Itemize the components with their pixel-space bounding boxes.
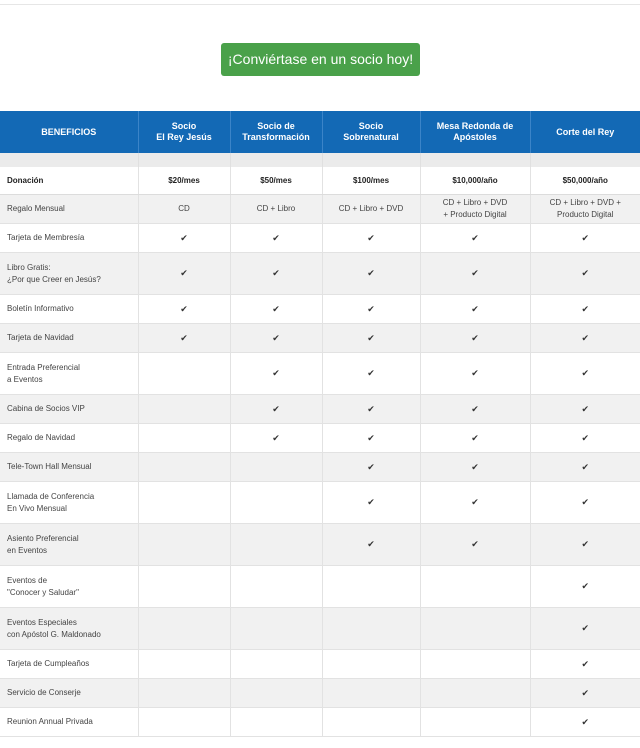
benefits-table — [0, 111, 640, 737]
benefit-label — [0, 608, 138, 650]
checkmark-icon: ✔ — [581, 658, 590, 669]
empty-cell — [230, 708, 322, 737]
text-line: Regalo de Navidad — [7, 433, 76, 442]
benefit-cell — [322, 424, 420, 453]
empty-cell — [230, 524, 322, 566]
text-line: Regalo Mensual — [7, 204, 65, 213]
checkmark-icon: ✔ — [581, 332, 590, 343]
benefit-cell — [420, 524, 530, 566]
checkmark-icon: ✔ — [180, 268, 188, 278]
checkmark-icon: ✔ — [471, 332, 479, 343]
text-line: CD + Libro + DVD + — [549, 198, 621, 207]
benefit-label — [0, 395, 138, 424]
checkmark-icon: ✔ — [471, 232, 479, 243]
checkmark-icon: ✔ — [471, 268, 479, 278]
text-line: Eventos de — [7, 575, 48, 585]
checkmark-icon: ✔ — [581, 303, 590, 314]
benefit-cell — [530, 395, 640, 424]
checkmark-icon: ✔ — [367, 497, 375, 507]
table-row — [0, 353, 640, 395]
checkmark-icon: ✔ — [272, 232, 280, 243]
header-benefits — [0, 111, 138, 153]
checkmark-icon: ✔ — [581, 268, 590, 278]
benefit-label — [0, 195, 138, 224]
empty-cell — [230, 608, 322, 650]
benefit-label — [0, 253, 138, 295]
text-line: Tele-Town Hall Mensual — [7, 462, 92, 471]
benefit-cell — [420, 295, 530, 324]
benefit-label — [0, 708, 138, 737]
benefit-cell — [322, 295, 420, 324]
empty-cell — [420, 608, 530, 650]
text-line: Tarjeta de Membresía — [7, 233, 85, 242]
header-tier — [530, 111, 640, 153]
checkmark-icon: ✔ — [581, 716, 590, 727]
checkmark-icon: ✔ — [272, 303, 280, 314]
checkmark-icon: ✔ — [367, 403, 375, 414]
empty-cell — [322, 566, 420, 608]
spacer-cell — [0, 153, 138, 167]
empty-cell — [322, 679, 420, 708]
checkmark-icon: ✔ — [581, 497, 590, 507]
text-line: Reunion Annual Privada — [7, 717, 93, 726]
table-row — [0, 224, 640, 253]
table-header-row — [0, 111, 640, 153]
benefit-cell — [322, 524, 420, 566]
empty-cell — [230, 453, 322, 482]
benefit-cell — [530, 195, 640, 224]
checkmark-icon: ✔ — [471, 461, 479, 472]
benefit-cell — [230, 424, 322, 453]
text-line: Servicio de Conserje — [7, 688, 81, 697]
table-row — [0, 253, 640, 295]
table-row — [0, 708, 640, 737]
benefit-cell — [138, 295, 230, 324]
benefit-label — [0, 650, 138, 679]
checkmark-icon: ✔ — [272, 368, 280, 378]
text-line: Tarjeta de Cumpleaños — [7, 659, 90, 668]
benefit-cell — [230, 324, 322, 353]
text-line: en Eventos — [7, 545, 48, 555]
donation-label: Donación — [0, 167, 138, 195]
text-line: Cabina de Socios VIP — [7, 404, 85, 413]
spacer-cell — [420, 153, 530, 167]
spacer-cell — [230, 153, 322, 167]
benefit-cell — [530, 482, 640, 524]
checkmark-icon: ✔ — [272, 403, 280, 414]
benefit-cell — [530, 453, 640, 482]
table-row — [0, 424, 640, 453]
checkmark-icon: ✔ — [471, 539, 479, 549]
empty-cell — [420, 566, 530, 608]
donation-amount: $20/mes — [138, 167, 230, 195]
checkmark-icon: ✔ — [581, 432, 590, 443]
text-line: Boletín Informativo — [7, 304, 74, 313]
checkmark-icon: ✔ — [367, 432, 375, 443]
spacer-cell — [138, 153, 230, 167]
table-row — [0, 295, 640, 324]
benefit-cell — [322, 195, 420, 224]
benefit-cell — [322, 224, 420, 253]
benefit-cell — [420, 424, 530, 453]
benefit-cell — [230, 253, 322, 295]
text-line: "Conocer y Saludar" — [7, 587, 79, 597]
empty-cell — [230, 566, 322, 608]
checkmark-icon: ✔ — [581, 368, 590, 378]
benefit-label — [0, 679, 138, 708]
benefit-cell — [420, 482, 530, 524]
benefit-cell — [138, 253, 230, 295]
text-line: CD + Libro + DVD — [442, 198, 508, 207]
benefit-cell — [530, 224, 640, 253]
benefit-cell — [530, 679, 640, 708]
benefit-cell — [530, 424, 640, 453]
empty-cell — [420, 708, 530, 737]
checkmark-icon: ✔ — [581, 687, 590, 698]
benefit-label — [0, 566, 138, 608]
text-line: Libro Gratis: — [7, 262, 51, 272]
benefit-label — [0, 453, 138, 482]
benefit-cell — [138, 324, 230, 353]
spacer-cell — [322, 153, 420, 167]
donation-amount: $10,000/año — [420, 167, 530, 195]
text-line: Socio — [171, 121, 197, 131]
benefit-cell — [230, 353, 322, 395]
become-partner-button[interactable]: ¡Conviértase en un socio hoy! — [221, 43, 420, 76]
text-line: Asiento Preferencial — [7, 533, 79, 543]
text-line: ¿Por que Creer en Jesús? — [7, 274, 101, 284]
checkmark-icon: ✔ — [471, 403, 479, 414]
spacer-cell — [530, 153, 640, 167]
empty-cell — [138, 395, 230, 424]
benefit-label — [0, 324, 138, 353]
benefit-label — [0, 295, 138, 324]
table-row — [0, 453, 640, 482]
donation-amount: $100/mes — [322, 167, 420, 195]
benefit-cell — [322, 482, 420, 524]
benefit-label — [0, 524, 138, 566]
text-line: Entrada Preferencial — [7, 362, 80, 372]
donation-amount: $50,000/año — [530, 167, 640, 195]
donation-amount: $50/mes — [230, 167, 322, 195]
benefit-cell — [530, 253, 640, 295]
benefit-cell — [230, 395, 322, 424]
table-row — [0, 482, 640, 524]
benefit-label — [0, 224, 138, 253]
checkmark-icon: ✔ — [471, 497, 479, 507]
checkmark-icon: ✔ — [471, 303, 479, 314]
benefit-cell — [530, 708, 640, 737]
checkmark-icon: ✔ — [367, 268, 375, 278]
text-line: a Eventos — [7, 374, 43, 384]
checkmark-icon: ✔ — [471, 368, 479, 378]
empty-cell — [322, 608, 420, 650]
text-line: Socio de — [257, 121, 295, 131]
empty-cell — [138, 524, 230, 566]
benefit-cell — [420, 195, 530, 224]
table-row — [0, 608, 640, 650]
checkmark-icon: ✔ — [367, 303, 375, 314]
benefit-cell — [530, 295, 640, 324]
benefit-cell — [322, 453, 420, 482]
text-line: El Rey Jesús — [156, 132, 212, 142]
checkmark-icon: ✔ — [367, 461, 375, 472]
checkmark-icon: ✔ — [367, 332, 375, 343]
checkmark-icon: ✔ — [581, 581, 590, 591]
header-tier — [138, 111, 230, 153]
donation-row — [0, 167, 640, 195]
benefit-cell — [420, 253, 530, 295]
benefit-cell — [230, 195, 322, 224]
table-row — [0, 679, 640, 708]
text-line: CD + Libro — [256, 204, 296, 213]
empty-cell — [138, 566, 230, 608]
benefit-cell — [322, 353, 420, 395]
empty-cell — [138, 650, 230, 679]
header-tier — [420, 111, 530, 153]
empty-cell — [322, 708, 420, 737]
benefit-cell — [530, 650, 640, 679]
checkmark-icon: ✔ — [581, 539, 590, 549]
text-line: Apóstoles — [453, 132, 497, 142]
table-row — [0, 524, 640, 566]
text-line: En Vivo Mensual — [7, 503, 67, 513]
benefit-cell — [420, 224, 530, 253]
checkmark-icon: ✔ — [471, 432, 479, 443]
text-line: con Apóstol G. Maldonado — [7, 629, 101, 639]
benefit-label — [0, 424, 138, 453]
checkmark-icon: ✔ — [581, 232, 590, 243]
empty-cell — [138, 608, 230, 650]
checkmark-icon: ✔ — [581, 403, 590, 414]
text-line: Transformación — [242, 132, 310, 142]
empty-cell — [138, 424, 230, 453]
benefit-cell — [230, 295, 322, 324]
benefit-cell — [530, 324, 640, 353]
checkmark-icon: ✔ — [272, 332, 280, 343]
benefit-cell — [138, 195, 230, 224]
table-row — [0, 650, 640, 679]
empty-cell — [230, 482, 322, 524]
benefit-cell — [420, 353, 530, 395]
benefit-cell — [322, 253, 420, 295]
text-line: + Producto Digital — [443, 210, 507, 219]
empty-cell — [138, 353, 230, 395]
text-line: Sobrenatural — [343, 132, 399, 142]
benefit-cell — [138, 224, 230, 253]
table-spacer-row — [0, 153, 640, 167]
text-line: Socio — [358, 121, 384, 131]
checkmark-icon: ✔ — [367, 539, 375, 549]
empty-cell — [322, 650, 420, 679]
text-line: CD — [178, 204, 190, 213]
checkmark-icon: ✔ — [180, 303, 188, 314]
header-tier — [230, 111, 322, 153]
benefit-cell — [230, 224, 322, 253]
benefit-cell — [530, 524, 640, 566]
checkmark-icon: ✔ — [180, 232, 188, 243]
empty-cell — [138, 708, 230, 737]
empty-cell — [230, 650, 322, 679]
checkmark-icon: ✔ — [272, 268, 280, 278]
text-line: CD + Libro + DVD — [338, 204, 404, 213]
table-row — [0, 195, 640, 224]
text-line: Llamada de Conferencia — [7, 491, 95, 501]
empty-cell — [138, 679, 230, 708]
benefit-cell — [322, 395, 420, 424]
text-line: Tarjeta de Navidad — [7, 333, 74, 342]
table-row — [0, 395, 640, 424]
benefit-cell — [420, 453, 530, 482]
empty-cell — [138, 453, 230, 482]
text-line: Corte del Rey — [556, 126, 615, 137]
benefit-label — [0, 482, 138, 524]
text-line: BENEFICIOS — [41, 126, 97, 137]
checkmark-icon: ✔ — [180, 332, 188, 343]
text-line: Producto Digital — [557, 210, 614, 219]
checkmark-icon: ✔ — [272, 432, 280, 443]
empty-cell — [420, 650, 530, 679]
benefit-cell — [420, 395, 530, 424]
benefit-cell — [420, 324, 530, 353]
checkmark-icon: ✔ — [581, 623, 590, 633]
text-line: Eventos Especiales — [7, 617, 77, 627]
benefit-cell — [530, 353, 640, 395]
empty-cell — [230, 679, 322, 708]
benefit-cell — [530, 566, 640, 608]
text-line: Mesa Redonda de — [436, 121, 514, 131]
empty-cell — [138, 482, 230, 524]
empty-cell — [420, 679, 530, 708]
benefit-cell — [322, 324, 420, 353]
checkmark-icon: ✔ — [581, 461, 590, 472]
table-row — [0, 566, 640, 608]
benefit-cell — [530, 608, 640, 650]
checkmark-icon: ✔ — [367, 368, 375, 378]
header-tier — [322, 111, 420, 153]
top-divider — [0, 0, 640, 5]
table-row — [0, 324, 640, 353]
benefit-label — [0, 353, 138, 395]
checkmark-icon: ✔ — [367, 232, 375, 243]
